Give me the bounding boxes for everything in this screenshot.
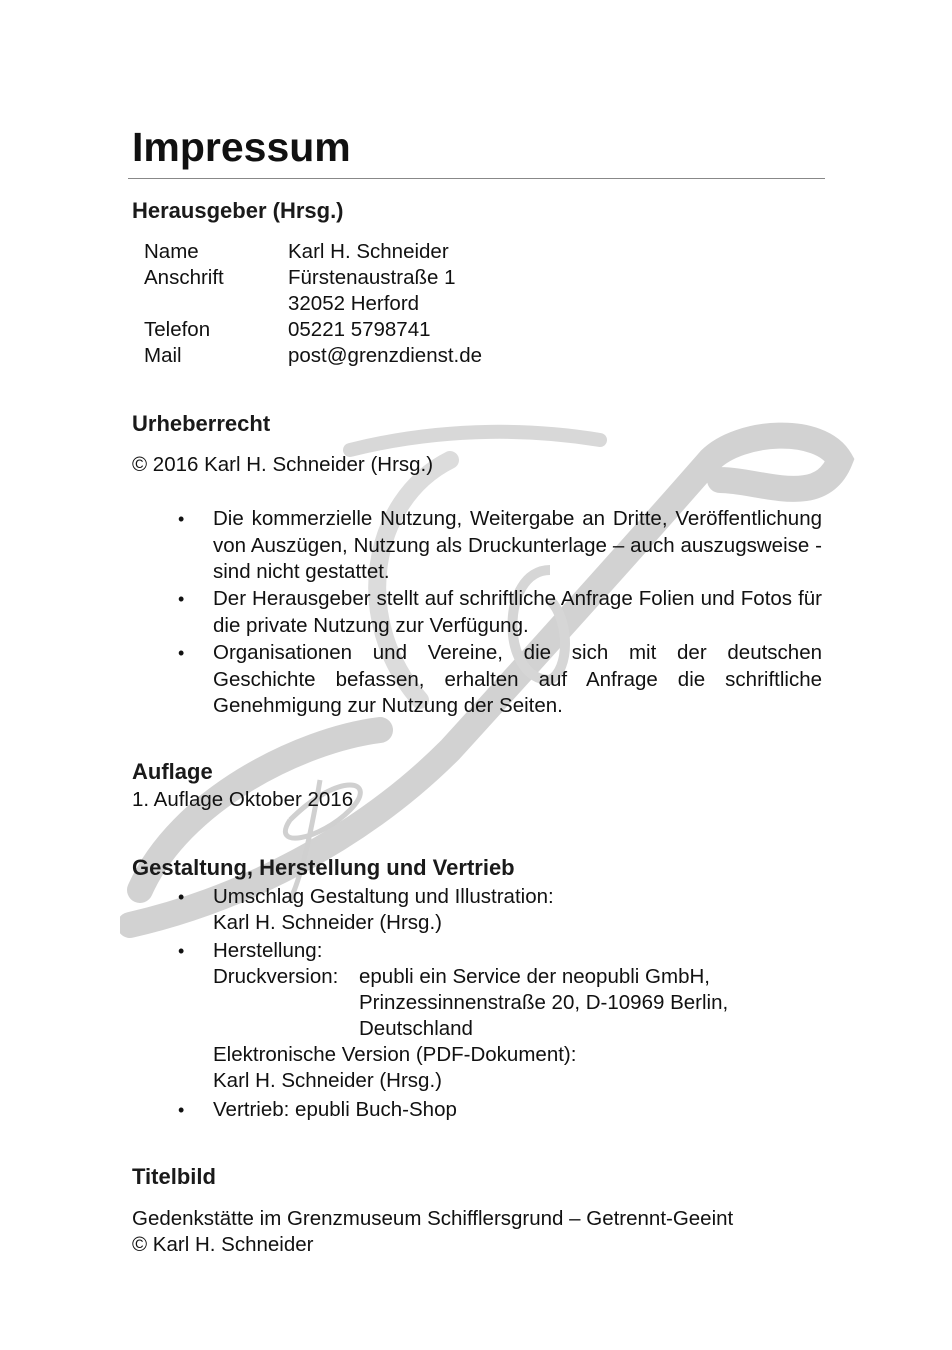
row-label: Mail (144, 344, 182, 367)
druck-line: epubli ein Service der neopubli GmbH, (359, 965, 710, 988)
row-value: post@grenzdienst.de (288, 344, 483, 367)
vertrieb-text: Vertrieb: epubli Buch-Shop (213, 1098, 457, 1121)
title-divider (128, 178, 825, 179)
heading-gestaltung: Gestaltung, Herstellung und Vertrieb (132, 855, 515, 880)
titelbild-line: Gedenkstätte im Grenzmuseum Schifflersgrund – Getrennt-Geeint (132, 1207, 734, 1230)
row-label: Anschrift (144, 266, 224, 289)
heading-herausgeber: Herausgeber (Hrsg.) (132, 198, 344, 223)
copyright-line: © 2016 Karl H. Schneider (Hrsg.) (132, 453, 434, 476)
heading-titelbild: Titelbild (132, 1164, 216, 1189)
row-value: Fürstenaustraße 1 (288, 266, 456, 289)
umschlag-value: Karl H. Schneider (Hrsg.) (213, 911, 442, 934)
bullet-icon: • (178, 509, 185, 529)
row-value: Karl H. Schneider (288, 240, 449, 263)
list-item: Organisationen und Vereine, die sich mit der deutschen Geschichte befassen, erhalten auf Anfrage die schriftliche Genehmigung zur Nutzung der Seiten. (213, 641, 822, 717)
list-item: Der Herausgeber stellt auf schriftliche Anfrage Folien und Fotos für die private Nutzung zur Verfügung. (213, 587, 822, 637)
row-value: 05221 5798741 (288, 318, 431, 341)
bullet-icon: • (178, 887, 185, 907)
bullet-icon: • (178, 941, 185, 961)
row-label: Telefon (144, 318, 211, 341)
umschlag-label: Umschlag Gestaltung und Illustration: (213, 885, 554, 908)
bullet-icon: • (178, 1100, 185, 1120)
list-item: Die kommerzielle Nutzung, Weitergabe an Dritte, Veröffentlichung von Auszügen, Nutzung als Druckunterlage – auch auszugsweise - sind nicht gestattet. (213, 507, 822, 583)
heading-auflage: Auflage (132, 759, 213, 784)
bullet-icon: • (178, 589, 185, 609)
titelbild-line: © Karl H. Schneider (132, 1233, 314, 1256)
elektronisch-value: Karl H. Schneider (Hrsg.) (213, 1069, 442, 1092)
heading-urheberrecht: Urheberrecht (132, 411, 271, 436)
elektronisch-label: Elektronische Version (PDF-Dokument): (213, 1043, 577, 1066)
row-value: 32052 Herford (288, 292, 420, 315)
auflage-text: 1. Auflage Oktober 2016 (132, 788, 354, 811)
druck-line: Prinzessinnenstraße 20, D-10969 Berlin, (359, 991, 729, 1014)
bullet-icon: • (178, 643, 185, 663)
row-label: Name (144, 240, 199, 263)
druck-line: Deutschland (359, 1017, 473, 1040)
druck-label: Druckversion: (213, 965, 339, 988)
page-title: Impressum (132, 124, 351, 170)
herstellung-label: Herstellung: (213, 939, 323, 962)
